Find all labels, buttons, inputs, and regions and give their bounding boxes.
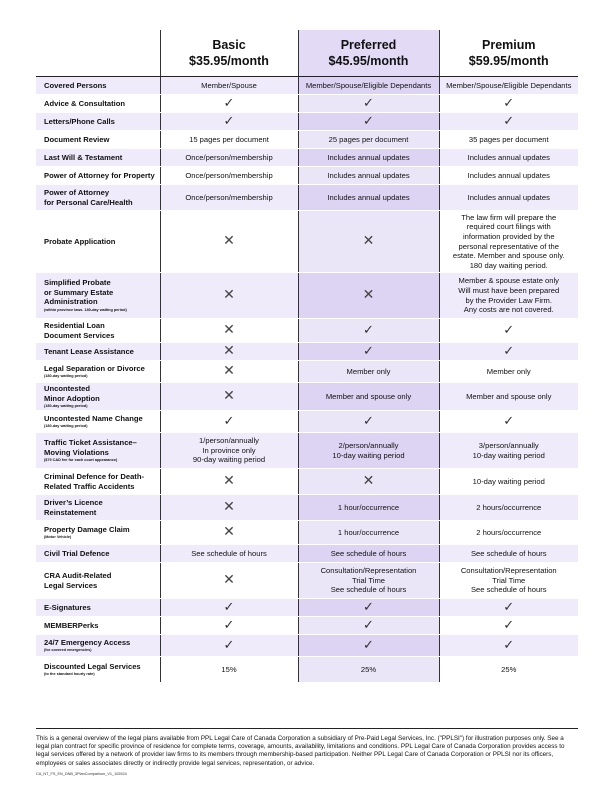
check-icon: ✓ [363, 599, 374, 615]
check-icon: ✓ [503, 95, 515, 111]
cell-value: 35 pages per document [468, 134, 549, 144]
cell-value: 15% [221, 664, 237, 674]
plan-cell-premium [439, 545, 578, 563]
plan-cell-premium [439, 343, 578, 361]
feature-label: Last Will & Testament [44, 152, 123, 162]
plan-cell-basic [160, 657, 298, 683]
check-icon: ✓ [503, 322, 515, 338]
plan-header-preferred [298, 30, 439, 77]
cell-value: 2 hours/occurrence [476, 502, 542, 512]
cell-value: Member/Spouse/Eligible Dependants [446, 80, 572, 90]
feature-name-cell [36, 185, 160, 211]
feature-row [36, 495, 578, 521]
check-icon: ✓ [223, 599, 235, 615]
plan-cell-basic [160, 433, 298, 469]
cross-icon: ✕ [223, 363, 235, 380]
feature-label: Advice & Consultation [44, 98, 126, 108]
feature-label: Civil Trial Defence [44, 548, 110, 558]
plan-cell-premium [439, 167, 578, 185]
cross-icon: ✕ [223, 343, 235, 360]
feature-row [36, 95, 578, 113]
comparison-sheet [36, 30, 578, 683]
plan-cell-basic [160, 211, 298, 273]
cross-icon: ✕ [362, 287, 375, 304]
plan-cell-preferred [298, 599, 439, 617]
feature-note: (within province laws. 180-day waiting period) [44, 307, 127, 312]
check-icon: ✓ [503, 343, 515, 359]
feature-label: Probate Application [44, 236, 116, 246]
plan-cell-basic [160, 167, 298, 185]
check-icon: ✓ [363, 617, 374, 633]
feature-label: Uncontested Name Change [44, 413, 143, 423]
check-icon: ✓ [363, 343, 374, 359]
feature-name-cell [36, 131, 160, 149]
feature-name-cell [36, 617, 160, 635]
cross-icon: ✕ [223, 524, 235, 541]
feature-row [36, 167, 578, 185]
plan-cell-preferred [298, 77, 439, 95]
plan-cell-basic [160, 599, 298, 617]
plan-cell-preferred [298, 545, 439, 563]
plan-cell-basic [160, 521, 298, 545]
plan-cell-preferred [298, 273, 439, 319]
comparison-rows [36, 77, 578, 683]
plan-cell-preferred [298, 617, 439, 635]
feature-label: Residential Loan Document Services [44, 320, 115, 340]
plan-cell-premium [439, 433, 578, 469]
feature-name-cell [36, 563, 160, 599]
feature-row [36, 469, 578, 495]
plan-cell-basic [160, 411, 298, 433]
cell-value: The law firm will prepare the required court filings with information provided by the personal representative of the estate. Member and spouse only. 180 day waiting period. [452, 212, 565, 270]
cell-value: See schedule of hours [470, 548, 547, 558]
feature-row [36, 319, 578, 343]
feature-row [36, 273, 578, 319]
feature-name-cell [36, 149, 160, 167]
plan-cell-premium [439, 521, 578, 545]
plan-cell-premium [439, 411, 578, 433]
feature-label: Traffic Ticket Assistance– Moving Violations [44, 438, 137, 457]
feature-label: Tenant Lease Assistance [44, 346, 134, 356]
plan-cell-basic [160, 185, 298, 211]
plan-cell-preferred [298, 563, 439, 599]
check-icon: ✓ [363, 113, 374, 129]
cross-icon: ✕ [223, 322, 235, 339]
plan-price: $59.95/month [468, 54, 549, 68]
cross-icon: ✕ [362, 473, 375, 490]
cell-value: 1 hour/occurrence [337, 502, 400, 512]
plan-cell-basic [160, 361, 298, 383]
cell-value: Includes annual updates [327, 152, 410, 162]
plan-header-row [36, 30, 578, 77]
check-icon: ✓ [223, 413, 235, 429]
feature-label: Simplified Probate or Summary Estate Administration [44, 278, 114, 307]
plan-cell-preferred [298, 149, 439, 167]
plan-cell-premium [439, 211, 578, 273]
plan-cell-premium [439, 469, 578, 495]
feature-label: Covered Persons [44, 80, 107, 90]
feature-name-cell [36, 521, 160, 545]
check-icon: ✓ [363, 637, 374, 653]
feature-name-cell [36, 599, 160, 617]
feature-name-cell [36, 361, 160, 383]
disclaimer-text: This is a general overview of the legal plans available from PPL Legal Care of Canada Corporation a subsidiary of Pre-Paid Legal Services, Inc. ("PPLSI") for illustration purposes only. See a legal plan contract for specific province of residence for complete terms, coverage, amounts, availability, limitations and conditions. PPL Legal Care of Canada Corporation provides access to legal services offered by a network of provider law firms to its members through membership-based participation. Neither PPL Legal Care of Canada Corporation or PPLSI nor its officers, employees or sales associates directly or indirectly provide legal services, representation, or advice. [36, 735, 565, 767]
plan-cell-basic [160, 563, 298, 599]
plan-cell-basic [160, 95, 298, 113]
feature-label: Power of Attorney for Personal Care/Health [44, 187, 133, 207]
cell-value: Once/person/membership [185, 170, 273, 180]
plan-cell-premium [439, 657, 578, 683]
feature-row [36, 113, 578, 131]
plan-cell-preferred [298, 521, 439, 545]
plan-cell-preferred [298, 343, 439, 361]
header-blank-cell [36, 30, 160, 77]
plan-cell-preferred [298, 383, 439, 411]
plan-cell-premium [439, 77, 578, 95]
feature-note: (180-day waiting period) [44, 424, 88, 429]
feature-name-cell [36, 319, 160, 343]
plan-cell-premium [439, 185, 578, 211]
cross-icon: ✕ [223, 233, 235, 250]
plan-cell-preferred [298, 411, 439, 433]
feature-row [36, 383, 578, 411]
cell-value: Consultation/Representation Trial Time See schedule of hours [320, 566, 417, 595]
feature-label: Legal Separation or Divorce [44, 363, 145, 373]
plan-cell-preferred [298, 131, 439, 149]
feature-label: Letters/Phone Calls [44, 116, 115, 126]
feature-note: (180-day waiting period) [44, 404, 88, 409]
footer [36, 728, 578, 778]
cell-value: Includes annual updates [467, 170, 550, 180]
plan-cell-premium [439, 383, 578, 411]
plan-cell-basic [160, 383, 298, 411]
feature-row [36, 521, 578, 545]
plan-cell-basic [160, 273, 298, 319]
feature-label: Discounted Legal Services [44, 661, 141, 671]
check-icon: ✓ [503, 599, 515, 615]
plan-cell-basic [160, 617, 298, 635]
feature-row [36, 433, 578, 469]
plan-cell-premium [439, 95, 578, 113]
cell-value: Includes annual updates [467, 152, 550, 162]
plan-comparison-table [36, 30, 578, 683]
feature-row [36, 411, 578, 433]
feature-name-cell [36, 657, 160, 683]
plan-cell-premium [439, 149, 578, 167]
feature-name-cell [36, 95, 160, 113]
plan-header-premium [439, 30, 578, 77]
check-icon: ✓ [363, 95, 374, 111]
plan-cell-basic [160, 77, 298, 95]
plan-cell-basic [160, 319, 298, 343]
cell-value: 10-day waiting period [472, 476, 545, 486]
check-icon: ✓ [363, 413, 374, 429]
feature-row [36, 77, 578, 95]
cell-value: 1/person/annually In province only 90-day waiting period [192, 436, 266, 465]
cell-value: Consultation/Representation Trial Time See schedule of hours [460, 566, 557, 595]
check-icon: ✓ [503, 637, 515, 653]
check-icon: ✓ [503, 113, 515, 129]
feature-name-cell [36, 77, 160, 95]
plan-cell-premium [439, 617, 578, 635]
cell-value: Includes annual updates [327, 170, 410, 180]
plan-cell-preferred [298, 95, 439, 113]
feature-row [36, 563, 578, 599]
plan-cell-premium [439, 599, 578, 617]
plan-cell-premium [439, 131, 578, 149]
feature-label: Document Review [44, 134, 110, 144]
cell-value: See schedule of hours [191, 548, 267, 558]
cross-icon: ✕ [223, 473, 235, 490]
cell-value: Member only [346, 366, 391, 376]
feature-label: Uncontested Minor Adoption [44, 384, 100, 403]
feature-label: Criminal Defence for Death- Related Traffic Accidents [44, 472, 145, 491]
cross-icon: ✕ [223, 388, 235, 405]
plan-cell-basic [160, 343, 298, 361]
plan-cell-preferred [298, 433, 439, 469]
plan-cell-basic [160, 149, 298, 167]
plan-header-basic [160, 30, 298, 77]
feature-name-cell [36, 469, 160, 495]
cell-value: 1 hour/occurrence [337, 527, 400, 537]
plan-cell-premium [439, 113, 578, 131]
check-icon: ✓ [503, 617, 515, 633]
plan-cell-premium [439, 361, 578, 383]
feature-label: Driver’s Licence Reinstatement [44, 498, 103, 517]
cell-value: 2 hours/occurrence [476, 527, 542, 537]
plan-cell-preferred [298, 185, 439, 211]
plan-cell-preferred [298, 167, 439, 185]
plan-cell-preferred [298, 469, 439, 495]
plan-cell-preferred [298, 495, 439, 521]
cell-value: 2/person/annually 10-day waiting period [332, 441, 405, 460]
cell-value: Includes annual updates [467, 192, 550, 202]
cell-value: Member and spouse only [325, 391, 412, 401]
feature-label: E-Signatures [44, 602, 91, 612]
cell-value: Once/person/membership [185, 152, 273, 162]
plan-cell-preferred [298, 657, 439, 683]
cell-value: Member/Spouse/Eligible Dependants [305, 80, 432, 90]
plan-name: Premium [482, 38, 536, 52]
cell-value: 15 pages per document [189, 134, 269, 144]
feature-note: (180-day waiting period) [44, 374, 88, 379]
feature-note: (for covered emergencies) [44, 648, 92, 653]
plan-cell-preferred [298, 635, 439, 657]
feature-row [36, 599, 578, 617]
check-icon: ✓ [363, 322, 374, 338]
plan-cell-preferred [298, 361, 439, 383]
feature-row [36, 149, 578, 167]
feature-label: 24/7 Emergency Access [44, 637, 131, 647]
cell-value: See schedule of hours [330, 548, 407, 558]
check-icon: ✓ [223, 95, 235, 111]
feature-name-cell [36, 433, 160, 469]
check-icon: ✓ [503, 413, 515, 429]
check-icon: ✓ [223, 617, 235, 633]
feature-label: Property Damage Claim [44, 524, 130, 534]
cell-value: Once/person/membership [185, 192, 273, 202]
plan-price: $35.95/month [189, 54, 269, 68]
cell-value: Member and spouse only [466, 391, 552, 401]
plan-cell-basic [160, 469, 298, 495]
cross-icon: ✕ [362, 233, 375, 250]
cell-value: Member & spouse estate only Will must have been prepared by the Provider Law Firm. Any costs are not covered. [458, 276, 560, 315]
feature-row [36, 635, 578, 657]
feature-row [36, 361, 578, 383]
feature-row [36, 545, 578, 563]
feature-note: ($79 CAD fee for each court appearance) [44, 458, 118, 463]
cell-value: 25 pages per document [328, 134, 409, 144]
feature-note: (to the standard hourly rate) [44, 672, 95, 677]
feature-name-cell [36, 113, 160, 131]
feature-row [36, 211, 578, 273]
feature-row [36, 185, 578, 211]
plan-cell-premium [439, 319, 578, 343]
plan-name: Preferred [340, 38, 397, 52]
plan-cell-preferred [298, 319, 439, 343]
feature-row [36, 617, 578, 635]
cell-value: Member only [486, 366, 531, 376]
feature-name-cell [36, 411, 160, 433]
cell-value: Member/Spouse [201, 80, 257, 90]
feature-name-cell [36, 273, 160, 319]
check-icon: ✓ [223, 637, 235, 653]
plan-cell-premium [439, 495, 578, 521]
feature-row [36, 131, 578, 149]
feature-name-cell [36, 167, 160, 185]
feature-name-cell [36, 211, 160, 273]
feature-label: CRA Audit-Related Legal Services [44, 571, 112, 590]
plan-cell-premium [439, 635, 578, 657]
feature-name-cell [36, 343, 160, 361]
cross-icon: ✕ [223, 287, 235, 304]
plan-cell-basic [160, 635, 298, 657]
feature-row [36, 657, 578, 683]
plan-cell-preferred [298, 113, 439, 131]
feature-name-cell [36, 495, 160, 521]
plan-cell-preferred [298, 211, 439, 273]
cell-value: 25% [360, 664, 377, 674]
document-code: CA_NT_FS_EN_DNB_3PlanComparison_V1_102524 [36, 771, 127, 776]
plan-cell-basic [160, 113, 298, 131]
plan-cell-basic [160, 495, 298, 521]
cell-value: 25% [501, 664, 517, 674]
plan-cell-basic [160, 545, 298, 563]
feature-label: Power of Attorney for Property [44, 170, 155, 180]
feature-label: MEMBERPerks [44, 620, 99, 630]
cell-value: Includes annual updates [327, 192, 410, 202]
feature-name-cell [36, 383, 160, 411]
plan-cell-premium [439, 563, 578, 599]
cross-icon: ✕ [223, 572, 235, 589]
plan-cell-basic [160, 131, 298, 149]
feature-name-cell [36, 545, 160, 563]
plan-cell-premium [439, 273, 578, 319]
cell-value: 3/person/annually 10-day waiting period [472, 441, 545, 460]
plan-price: $45.95/month [328, 54, 409, 68]
feature-note: (Motor Vehicle) [44, 535, 72, 540]
cross-icon: ✕ [223, 499, 235, 516]
feature-row [36, 343, 578, 361]
check-icon: ✓ [223, 113, 235, 129]
plan-name: Basic [212, 38, 246, 52]
feature-name-cell [36, 635, 160, 657]
